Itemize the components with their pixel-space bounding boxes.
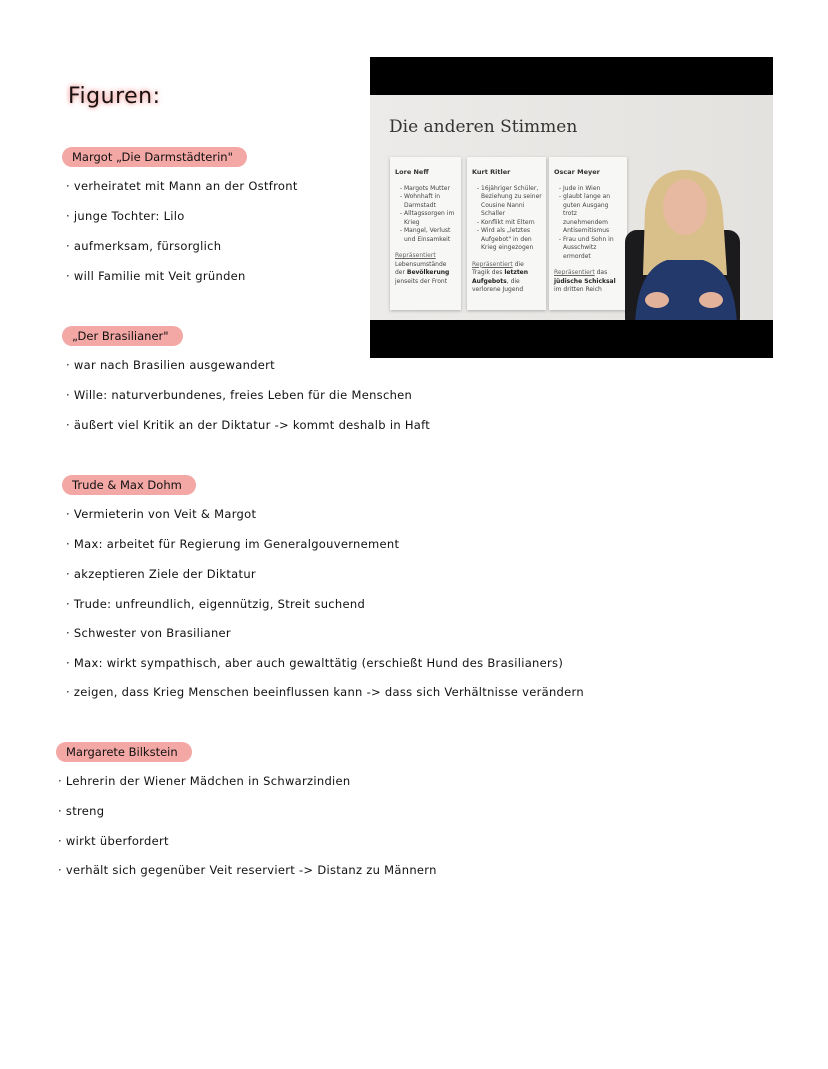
- card-point: - Margots Mutter: [404, 185, 457, 194]
- card-point: - Mangel, Verlust und Einsamkeit: [404, 227, 457, 244]
- represents-bold: Bevölkerung: [406, 269, 450, 276]
- list-item: · Vermieterin von Veit & Margot: [66, 507, 256, 521]
- page-title: Figuren:: [68, 84, 161, 109]
- video-screenshot: [370, 57, 773, 358]
- list-item: · streng: [58, 804, 104, 818]
- represents-text: , die verlorene Jugend: [472, 277, 524, 293]
- card-name: Kurt Ritler: [472, 168, 511, 176]
- slide-title: Die anderen Stimmen: [389, 117, 578, 137]
- card-name: Oscar Meyer: [554, 168, 600, 176]
- represents-label: Repräsentiert: [472, 260, 513, 268]
- list-item: · äußert viel Kritik an der Diktatur -> kommt deshalb in Haft: [66, 418, 430, 432]
- list-item: · Lehrerin der Wiener Mädchen in Schwarzindien: [58, 774, 351, 788]
- list-item: · Max: arbeitet für Regierung im Generalgouvernement: [66, 537, 399, 551]
- list-item: · Trude: unfreundlich, eigennützig, Streit suchend: [66, 597, 365, 611]
- represents-bold: jüdische Schicksal: [554, 277, 616, 285]
- card-point: - Wird als „letztes Aufgebot" in den Krieg eingezogen: [481, 227, 542, 253]
- character-card: [467, 157, 546, 310]
- section-header-dohm: Trude & Max Dohm: [62, 475, 196, 495]
- list-item: · wirkt überfordert: [58, 834, 169, 848]
- represents-label: Repräsentiert: [395, 252, 436, 259]
- represents-text: das: [594, 269, 608, 276]
- represents-text: Lebensumstände der: [395, 260, 447, 276]
- represents-text: jenseits der Front: [395, 277, 448, 285]
- represents-text: die Tragik des: [472, 260, 524, 276]
- represents-label: Repräsentiert: [554, 269, 595, 276]
- card-point: - Jude in Wien: [563, 185, 623, 194]
- list-item: · war nach Brasilien ausgewandert: [66, 358, 275, 372]
- card-point: - Konflikt mit Eltern: [481, 219, 542, 228]
- section-header-brasilianer: „Der Brasilianer": [62, 326, 183, 346]
- list-item: · verheiratet mit Mann an der Ostfront: [66, 179, 298, 193]
- card-point: - Wohnhaft in Darmstadt: [404, 193, 457, 210]
- represents-bold: letzten Aufgebots: [472, 269, 529, 285]
- card-name: Lore Neff: [395, 168, 429, 176]
- presenter-image: [605, 165, 745, 320]
- list-item: · verhält sich gegenüber Veit reserviert -> Distanz zu Männern: [58, 863, 437, 877]
- section-header-margot: Margot „Die Darmstädterin": [62, 147, 247, 167]
- list-item: · Schwester von Brasilianer: [66, 626, 231, 640]
- list-item: · Wille: naturverbundenes, freies Leben für die Menschen: [66, 388, 412, 402]
- card-point: - Alltagssorgen im Krieg: [404, 210, 457, 227]
- list-item: · junge Tochter: Lilo: [66, 209, 185, 223]
- card-point: - Frau und Sohn in Ausschwitz ermordet: [563, 236, 623, 262]
- list-item: · will Familie mit Veit gründen: [66, 269, 246, 283]
- card-point: - glaubt lange an guten Ausgang trotz zunehmendem Antisemitismus: [563, 193, 623, 236]
- card-represents: [395, 252, 457, 286]
- list-item: · akzeptieren Ziele der Diktatur: [66, 567, 256, 581]
- list-item: · Max: wirkt sympathisch, aber auch gewalttätig (erschießt Hund des Brasilianers): [66, 656, 563, 670]
- list-item: · zeigen, dass Krieg Menschen beeinflussen kann -> dass sich Verhältnisse verändern: [66, 685, 584, 699]
- represents-text: im dritten Reich: [554, 286, 602, 293]
- card-point: - 16jähriger Schüler, Beziehung zu seiner Cousine Nanni Schaller: [481, 185, 542, 219]
- character-card: [390, 157, 461, 310]
- list-item: · aufmerksam, fürsorglich: [66, 239, 221, 253]
- section-header-bilkstein: Margarete Bilkstein: [56, 742, 192, 762]
- card-represents: [472, 261, 542, 295]
- presentation-slide: [370, 95, 773, 320]
